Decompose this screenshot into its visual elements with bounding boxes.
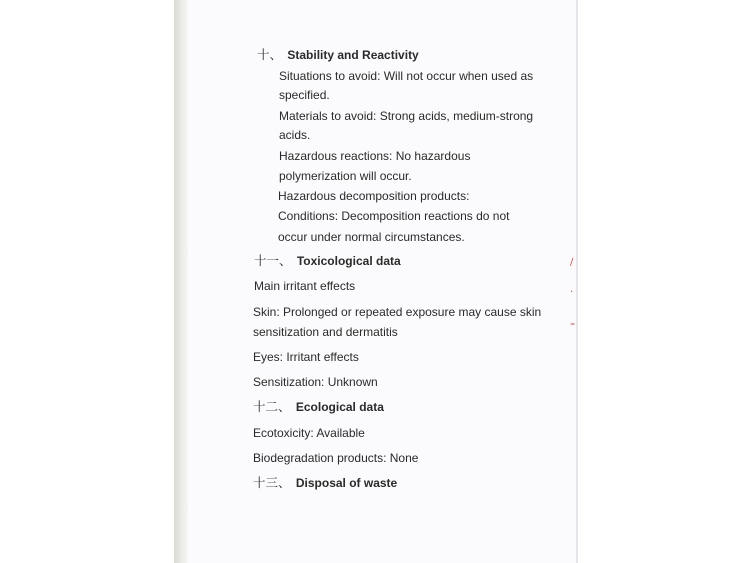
section-heading-toxicological	[254, 254, 401, 268]
section-title: Ecological data	[295, 400, 384, 414]
text-line: Main irritant effects	[254, 279, 356, 293]
text-line: specified.	[279, 88, 330, 102]
text-line: Materials to avoid: Strong acids, medium-strong	[279, 109, 534, 123]
page-shadow	[174, 0, 188, 563]
section-heading-stability	[257, 48, 419, 62]
text-line: Ecotoxicity: Available	[253, 426, 365, 440]
section-title: Toxicological data	[296, 254, 401, 268]
section-heading-disposal	[253, 476, 397, 490]
section-title: Stability and Reactivity	[287, 48, 419, 62]
page-edge	[576, 0, 578, 563]
text-line: sensitization and dermatitis	[253, 325, 398, 339]
stamp-fragment: ⁼	[570, 321, 576, 332]
text-line: Sensitization: Unknown	[253, 375, 378, 389]
text-line: acids.	[279, 128, 311, 142]
text-line: Skin: Prolonged or repeated exposure may cause skin	[253, 305, 542, 319]
text-line: Hazardous reactions: No hazardous	[279, 149, 471, 163]
section-number: 十、	[257, 47, 283, 62]
text-line: Hazardous decomposition products:	[278, 189, 470, 203]
stamp-fragment: ∕	[570, 257, 574, 268]
section-title: Disposal of waste	[295, 476, 398, 490]
section-number: 十三、	[253, 475, 291, 490]
text-line: occur under normal circumstances.	[278, 230, 465, 244]
text-line: Eyes: Irritant effects	[253, 350, 359, 364]
section-number: 十二、	[253, 399, 291, 414]
text-line: Conditions: Decomposition reactions do not	[278, 209, 510, 223]
section-number: 十一、	[254, 253, 292, 268]
section-heading-ecological	[253, 400, 384, 414]
text-line: Biodegradation products: None	[253, 451, 419, 465]
text-line: polymerization will occur.	[279, 169, 412, 183]
stamp-fragment: ·	[570, 287, 574, 298]
text-line: Situations to avoid: Will not occur when used as	[279, 69, 534, 83]
